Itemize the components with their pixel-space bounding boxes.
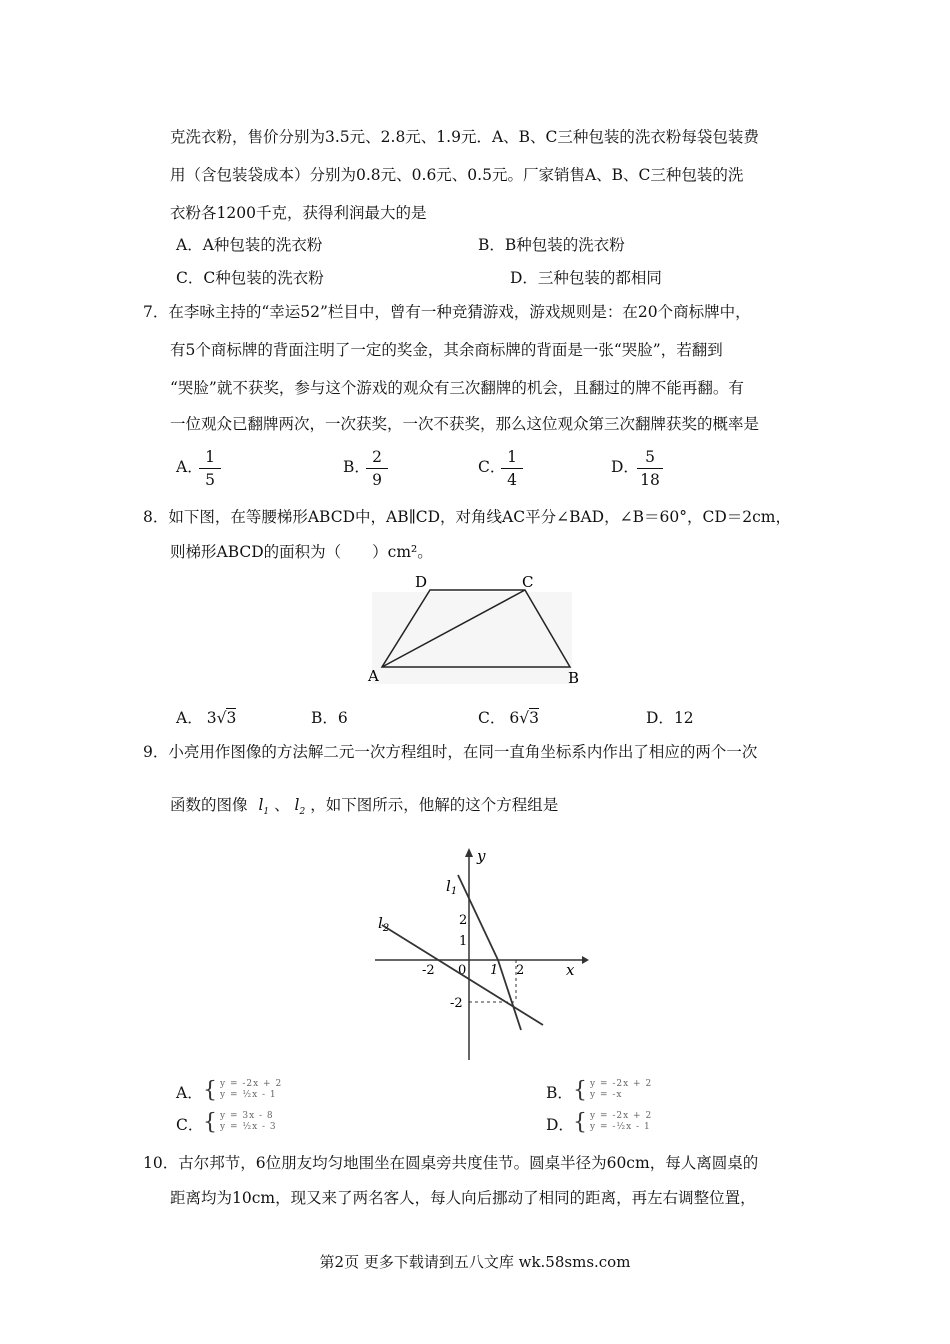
q6-line-1: 克洗衣粉，售价分别为3.5元、2.8元、1.9元．A、B、C三种包装的洗衣粉每袋包装费 [170, 128, 759, 146]
option-label: D． [646, 709, 674, 727]
q8-option-a [176, 708, 236, 728]
l2-label-letter: l [378, 914, 383, 932]
q9-option-b-label: B． [546, 1084, 573, 1102]
brace-icon: { [203, 1110, 217, 1135]
fraction-denominator: 9 [372, 471, 382, 489]
brace-icon: { [203, 1078, 217, 1103]
origin-label: 0 [458, 963, 467, 978]
sqrt-sign: √ [519, 709, 530, 727]
l1-letter: l [258, 796, 264, 814]
q9-option-b-eq1: y = -2x + 2 [590, 1079, 653, 1089]
q9-option-d-eq1: y = -2x + 2 [590, 1111, 653, 1121]
option-label: B． [311, 709, 338, 727]
q6-line-3: 衣粉各1200千克，获得利润最大的是 [170, 204, 427, 222]
sqrt-radicand: 3 [226, 709, 237, 727]
q9-option-d-eq2: y = -½x - 1 [590, 1122, 651, 1132]
q8-option-c [478, 708, 539, 728]
option-value: 6 [337, 709, 348, 727]
tick-x-neg2: -2 [422, 963, 435, 978]
q8-line-1: 8．如下图，在等腰梯形ABCD中，AB∥CD，对角线AC平分∠BAD，∠B＝60°，CD＝2cm， [143, 508, 791, 526]
vertex-c: C [522, 573, 534, 591]
figure-background [372, 592, 572, 684]
q6-option-a: A．A种包装的洗衣粉 [176, 236, 323, 254]
q9-line-2 [170, 795, 558, 822]
y-axis-arrow [465, 848, 473, 857]
tick-y-1: 1 [459, 934, 468, 949]
l1-subscript: 1 [263, 807, 270, 818]
q10-line-1: 10．古尔邦节，6位朋友均匀地围坐在圆桌旁共度佳节。圆桌半径为60cm，每人离圆桌的 [143, 1154, 759, 1172]
sqrt-radicand: 3 [529, 709, 540, 727]
q9-option-c-eq2: y = ½x - 3 [220, 1122, 277, 1132]
q7-option-d-label: D． [611, 458, 639, 476]
option-label: C． [478, 709, 506, 727]
function-graph [370, 845, 590, 1065]
q9-option-b-eq2: y = -x [590, 1090, 623, 1100]
page-footer: 第2页 更多下载请到五八文库 wk.58sms.com [319, 1253, 631, 1271]
x-axis-arrow [582, 956, 589, 964]
fraction-denominator: 5 [205, 471, 215, 489]
q7-option-d-fraction [637, 448, 663, 489]
q6-option-c: C．C种包装的洗衣粉 [176, 269, 324, 287]
q9-option-a-eq2: y = ½x - 1 [220, 1090, 277, 1100]
q9-line-2-start: 函数的图像 [170, 796, 248, 814]
q6-line-2: 用（含包装袋成本）分别为0.8元、0.6元、0.5元。厂家销售A、B、C三种包装的洗 [170, 166, 744, 184]
fraction-numerator: 2 [366, 448, 388, 469]
q10-line-2: 距离均为10cm，现又来了两名客人，每人向后挪动了相同的距离，再左右调整位置， [170, 1189, 756, 1207]
vertex-b: B [568, 669, 580, 687]
fraction-numerator: 1 [501, 448, 523, 469]
q8-option-d [646, 708, 694, 728]
l1-label-letter: l [446, 877, 451, 895]
separator: 、 [274, 796, 290, 814]
option-value: 12 [673, 709, 694, 727]
q9-option-c-label: C． [176, 1116, 204, 1134]
l1-symbol [258, 796, 270, 818]
q9-option-a-eq1: y = -2x + 2 [220, 1079, 283, 1089]
sqrt-coefficient: 3 [206, 709, 217, 727]
fraction-denominator: 18 [640, 471, 660, 489]
q9-option-d-label: D． [546, 1116, 574, 1134]
y-axis-label: y [477, 847, 486, 865]
l2-subscript: 2 [299, 807, 306, 818]
q7-option-b-fraction [366, 448, 388, 489]
l2-label-sub: 2 [382, 923, 390, 934]
q7-line-1: 7．在李咏主持的“幸运52”栏目中，曾有一种竞猜游戏，游戏规则是：在20个商标牌中， [143, 303, 751, 321]
q9-option-a-label: A． [176, 1084, 203, 1102]
q8-line-2: 则梯形ABCD的面积为（ ）cm²。 [170, 543, 433, 561]
q7-option-b-label: B． [343, 458, 370, 476]
l1-label-sub: 1 [450, 886, 458, 897]
q7-line-4: 一位观众已翻牌两次，一次获奖，一次不获奖，那么这位观众第三次翻牌获奖的概率是 [170, 415, 760, 433]
q6-option-d: D．三种包装的都相同 [510, 269, 662, 287]
fraction-denominator: 4 [507, 471, 517, 489]
tick-x-2: 2 [516, 963, 525, 978]
q7-line-3: “哭脸”就不获奖，参与这个游戏的观众有三次翻牌的机会，且翻过的牌不能再翻。有 [170, 379, 744, 397]
tick-x-1: 1 [490, 963, 499, 978]
q9-line-2-end: ，如下图所示，他解的这个方程组是 [310, 796, 559, 814]
vertex-a: A [368, 667, 379, 685]
l1-label [446, 877, 457, 897]
q7-option-a-fraction [199, 448, 221, 489]
option-label: A． [176, 709, 203, 727]
q7-line-2: 有5个商标牌的背面注明了一定的奖金，其余商标牌的背面是一张“哭脸”，若翻到 [170, 341, 723, 359]
q7-option-c-fraction [501, 448, 523, 489]
q9-option-c-eq1: y = 3x - 8 [220, 1111, 274, 1121]
trapezoid-figure [360, 570, 590, 690]
fraction-numerator: 1 [199, 448, 221, 469]
q7-option-a-label: A． [176, 458, 203, 476]
brace-icon: { [573, 1110, 587, 1135]
l2-label [378, 914, 389, 934]
brace-icon: { [573, 1078, 587, 1103]
sqrt-sign: √ [216, 709, 227, 727]
sqrt-coefficient: 6 [509, 709, 520, 727]
x-axis-label: x [566, 961, 575, 979]
q8-option-b [311, 708, 348, 728]
q6-option-b: B．B种包装的洗衣粉 [478, 236, 625, 254]
l2-letter: l [294, 796, 300, 814]
fraction-numerator: 5 [637, 448, 663, 469]
vertex-d: D [415, 573, 428, 591]
tick-y-neg2: -2 [450, 996, 463, 1011]
q9-line-1: 9．小亮用作图像的方法解二元一次方程组时，在同一直角坐标系内作出了相应的两个一次 [143, 743, 758, 761]
l2-symbol [294, 796, 306, 818]
tick-y-2: 2 [459, 913, 468, 928]
q7-option-c-label: C． [478, 458, 506, 476]
